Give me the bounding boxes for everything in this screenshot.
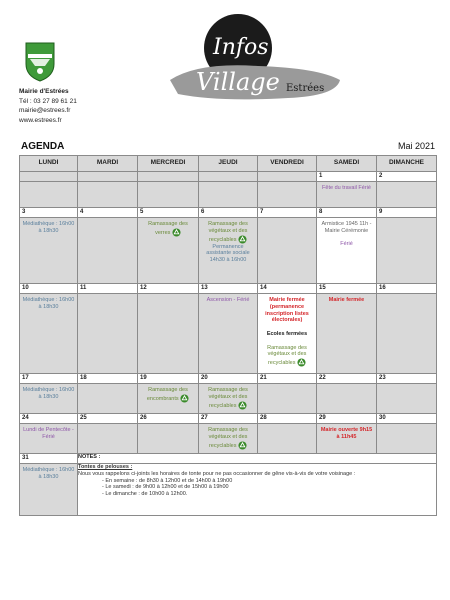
week-4-numbers	[20, 374, 437, 384]
day-cell	[20, 294, 78, 374]
logo-word-village: Village	[196, 68, 280, 96]
day-cell	[138, 182, 199, 208]
weekday-lundi: LUNDI	[20, 156, 78, 172]
day-cell	[258, 218, 317, 284]
recycle-icon	[238, 401, 247, 410]
day-cell	[317, 182, 377, 208]
logo-word-infos: Infos	[213, 35, 269, 60]
day-cell	[138, 294, 199, 374]
day-number: 13	[199, 284, 258, 294]
day-number: 12	[138, 284, 199, 294]
day-cell	[377, 384, 437, 414]
week-5-events	[20, 424, 437, 454]
day-number: 26	[138, 414, 199, 424]
weekday-dimanche: DIMANCHE	[377, 156, 437, 172]
week-2-events	[20, 218, 437, 284]
day-number: 9	[377, 208, 437, 218]
day-number: 10	[20, 284, 78, 294]
mairie-name: Mairie d'Estrées	[19, 88, 69, 95]
event-pentecote: Lundi de Pentecôte - Férié	[23, 427, 74, 440]
day-cell	[377, 218, 437, 284]
day-number	[20, 172, 78, 182]
day-cell	[20, 464, 78, 516]
day-cell	[199, 294, 258, 374]
day-number: 1	[317, 172, 377, 182]
event-ramassage-vegetaux: Ramassage des végétaux et des recyclables	[267, 344, 307, 367]
day-cell	[138, 218, 199, 284]
recycle-icon	[297, 358, 306, 367]
day-cell	[377, 182, 437, 208]
notes-line: - En semaine : de 8h30 à 12h00 et de 14h00 à 19h00	[102, 477, 233, 484]
day-cell	[258, 294, 317, 374]
week-5-numbers	[20, 414, 437, 424]
notes-heading: Tontes de pelouses :	[78, 464, 133, 470]
day-cell	[78, 384, 138, 414]
event-mairie-fermee-elect: Mairie fermée (permanence inscription listes électorales)	[265, 297, 309, 324]
day-number: 14	[258, 284, 317, 294]
day-number: 31	[20, 454, 78, 464]
day-cell	[78, 294, 138, 374]
week-1-events	[20, 182, 437, 208]
day-cell	[199, 182, 258, 208]
notes-label: NOTES :	[78, 454, 437, 464]
day-number: 16	[377, 284, 437, 294]
recycle-icon	[238, 235, 247, 244]
day-number: 15	[317, 284, 377, 294]
day-number: 3	[20, 208, 78, 218]
day-number: 18	[78, 374, 138, 384]
day-number: 4	[78, 208, 138, 218]
agenda-title: AGENDA	[21, 141, 65, 152]
day-number: 19	[138, 374, 199, 384]
day-number: 22	[317, 374, 377, 384]
weekday-vendredi: VENDREDI	[258, 156, 317, 172]
weekday-header-row	[20, 156, 437, 172]
event-ramassage-vegetaux: Ramassage des végétaux et des recyclables	[208, 427, 248, 449]
weekday-mardi: MARDI	[78, 156, 138, 172]
day-number: 5	[138, 208, 199, 218]
event-ramassage-vegetaux: Ramassage des végétaux et des recyclables	[208, 387, 248, 409]
event-armistice: Armistice 1945 11h - Mairie Cérémonie	[321, 221, 372, 234]
day-number: 6	[199, 208, 258, 218]
day-cell	[199, 424, 258, 454]
event-ramassage-encombrants: Ramassage des encombrants	[146, 387, 188, 402]
notes-line: - Le dimanche : de 10h00 à 12h00.	[102, 491, 188, 498]
newsletter-header	[0, 0, 450, 135]
day-cell	[377, 424, 437, 454]
notes-panel	[78, 464, 437, 516]
day-number: 2	[377, 172, 437, 182]
day-number: 8	[317, 208, 377, 218]
week-2-numbers	[20, 208, 437, 218]
event-ferie: Férié	[340, 241, 353, 248]
day-cell	[317, 384, 377, 414]
day-cell	[138, 384, 199, 414]
day-number	[78, 172, 138, 182]
event-mairie-ouverte: Mairie ouverte 9h15 à 11h45	[320, 427, 373, 440]
day-number	[138, 172, 199, 182]
day-cell	[78, 182, 138, 208]
day-number: 11	[78, 284, 138, 294]
notes-line: - Le samedi : de 9h00 à 12h00 et de 15h00 à 19h00	[102, 484, 229, 491]
week-6-events	[20, 464, 437, 516]
week-6-numbers	[20, 454, 437, 464]
day-cell	[317, 424, 377, 454]
day-number: 25	[78, 414, 138, 424]
event-permanence: Permanence assistante sociale 14h30 à 16h00	[206, 243, 250, 264]
day-cell	[20, 182, 78, 208]
week-3-numbers	[20, 284, 437, 294]
day-number: 30	[377, 414, 437, 424]
day-cell	[20, 384, 78, 414]
event-mairie-fermee: Mairie fermée	[328, 297, 365, 303]
day-number: 28	[258, 414, 317, 424]
weekday-jeudi: JEUDI	[199, 156, 258, 172]
recycle-icon	[180, 394, 189, 403]
phone-number: Tél : 03 27 89 61 21	[19, 97, 77, 105]
day-cell	[317, 294, 377, 374]
agenda-month: Mai 2021	[397, 141, 435, 151]
day-number: 21	[258, 374, 317, 384]
day-cell	[138, 424, 199, 454]
event-ecoles-fermees: Ecoles fermées	[266, 330, 308, 337]
day-cell	[78, 424, 138, 454]
recycle-icon	[172, 228, 181, 237]
website-url: www.estrees.fr	[19, 116, 62, 124]
day-number: 24	[20, 414, 78, 424]
day-number: 7	[258, 208, 317, 218]
notes-intro: Nous vous rappelons ci-joints les horaires de tonte pour ne pas occasionner de gêne vis-à-vis de votre voisinage :	[78, 470, 356, 477]
day-cell	[258, 384, 317, 414]
weekday-mercredi: MERCREDI	[138, 156, 199, 172]
event-mediatheque: Médiathèque : 16h00 à 18h30	[22, 221, 75, 234]
email-address: mairie@estrees.fr	[19, 107, 71, 114]
day-cell	[199, 218, 258, 284]
day-number: 27	[199, 414, 258, 424]
day-cell	[258, 424, 317, 454]
weekday-samedi: SAMEDI	[317, 156, 377, 172]
event-fete-travail: Fête du travail Férié	[322, 185, 371, 191]
day-number: 23	[377, 374, 437, 384]
event-ramassage-verres: Ramassage des verres	[148, 221, 188, 236]
day-number: 20	[199, 374, 258, 384]
day-cell	[258, 182, 317, 208]
logo-town-name: Estrées	[286, 83, 325, 94]
event-mediatheque: Médiathèque : 16h00 à 18h30	[22, 467, 75, 480]
event-ramassage-vegetaux: Ramassage des végétaux et des recyclables	[208, 221, 248, 243]
day-cell	[78, 218, 138, 284]
calendar-grid	[19, 155, 437, 516]
event-mediatheque: Médiathèque : 16h00 à 18h30	[22, 297, 75, 310]
event-mediatheque: Médiathèque : 16h00 à 18h30	[22, 387, 75, 400]
day-number	[199, 172, 258, 182]
week-3-events	[20, 294, 437, 374]
contact-block	[19, 87, 77, 125]
week-4-events	[20, 384, 437, 414]
day-cell	[20, 424, 78, 454]
day-number: 17	[20, 374, 78, 384]
town-crest-icon	[25, 42, 55, 82]
day-number: 29	[317, 414, 377, 424]
recycle-icon	[238, 441, 247, 450]
week-1-numbers	[20, 172, 437, 182]
event-ascension: Ascension - Férié	[206, 297, 250, 303]
day-cell	[377, 294, 437, 374]
day-cell	[20, 218, 78, 284]
day-number	[258, 172, 317, 182]
day-cell	[317, 218, 377, 284]
infos-village-logo	[168, 10, 343, 108]
day-cell	[199, 384, 258, 414]
